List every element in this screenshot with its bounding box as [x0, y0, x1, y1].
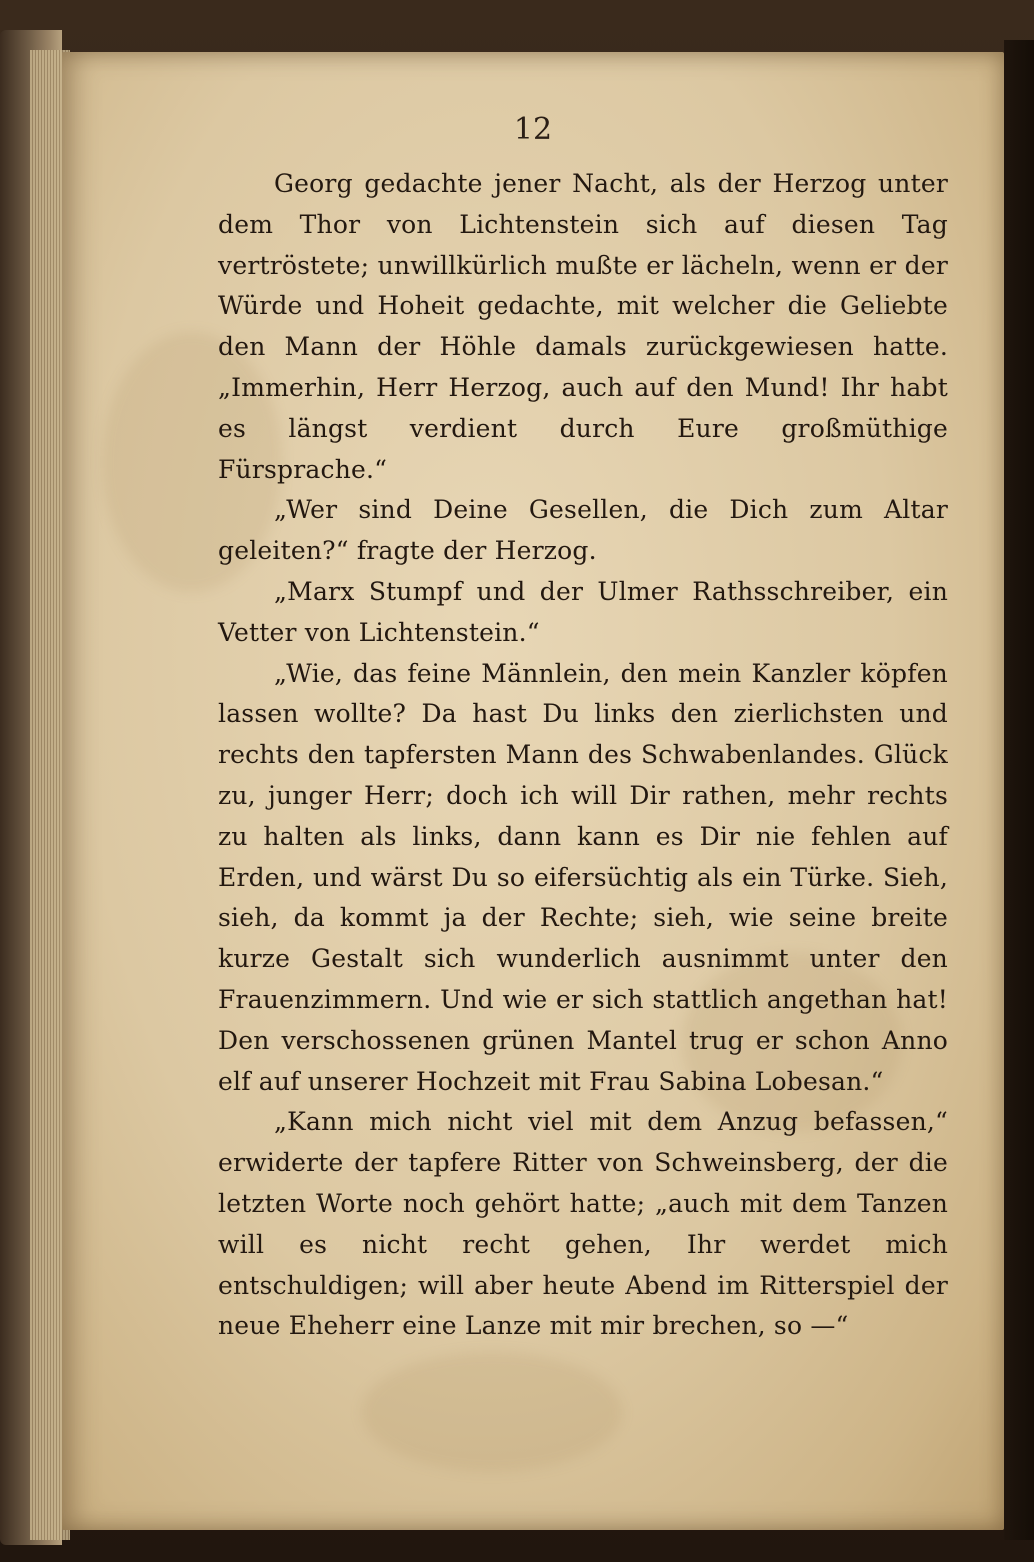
paragraph: „Wie, das feine Männlein, den mein Kanzler köpfen lassen wollte? Da hast Du links den zierlichsten und rechts den tapfersten Mann des Schwabenlandes. Glück zu, junger Herr; doch ich will Dir rathen, mehr rechts zu halten als links, dann kann es Dir nie fehlen auf Erden, und wärst Du so eifersüchtig als ein Türke. Sieh, sieh, da kommt ja der Rechte; sieh, wie seine breite kurze Gestalt sich wunderlich ausnimmt unter den Frauenzimmern. Und wie er sich stattlich angethan hat! Den verschossenen grünen Mantel trug er schon Anno elf auf unserer Hochzeit mit Frau Sabina Lobesan.“ — [218, 658, 948, 1096]
paragraph: „Marx Stumpf und der Ulmer Rathsschreiber, ein Vetter von Lichtenstein.“ — [218, 576, 948, 647]
paragraph: „Wer sind Deine Gesellen, die Dich zum Altar geleiten?“ fragte der Herzog. — [218, 495, 948, 566]
page-number: 12 — [513, 112, 553, 147]
scan-background-edge — [1004, 40, 1034, 1540]
paragraph: Georg gedachte jener Nacht, als der Herzog unter dem Thor von Lichtenstein sich auf diesen Tag vertröstete; unwillkürlich mußte er lächeln, wenn er der Würde und Hoheit gedachte, mit welcher die Geliebte den Mann der Höhle damals zurückgewiesen hatte. „Immerhin, Herr Herzog, auch auf den Mund! Ihr habt es längst verdient durch Eure großmüthige Fürsprache.“ — [218, 169, 948, 484]
page-body — [218, 164, 948, 1347]
book-page — [62, 52, 1004, 1530]
paragraph: „Kann mich nicht viel mit dem Anzug befassen,“ erwiderte der tapfere Ritter von Schweinsberg, der die letzten Worte noch gehört hatte; „auch mit dem Tanzen will es nicht recht gehen, Ihr werdet mich entschuldigen; will aber heute Abend im Ritterspiel der neue Eheherr eine Lanze mit mir brechen, so —“ — [218, 1107, 948, 1341]
paper-stain — [362, 1352, 622, 1472]
